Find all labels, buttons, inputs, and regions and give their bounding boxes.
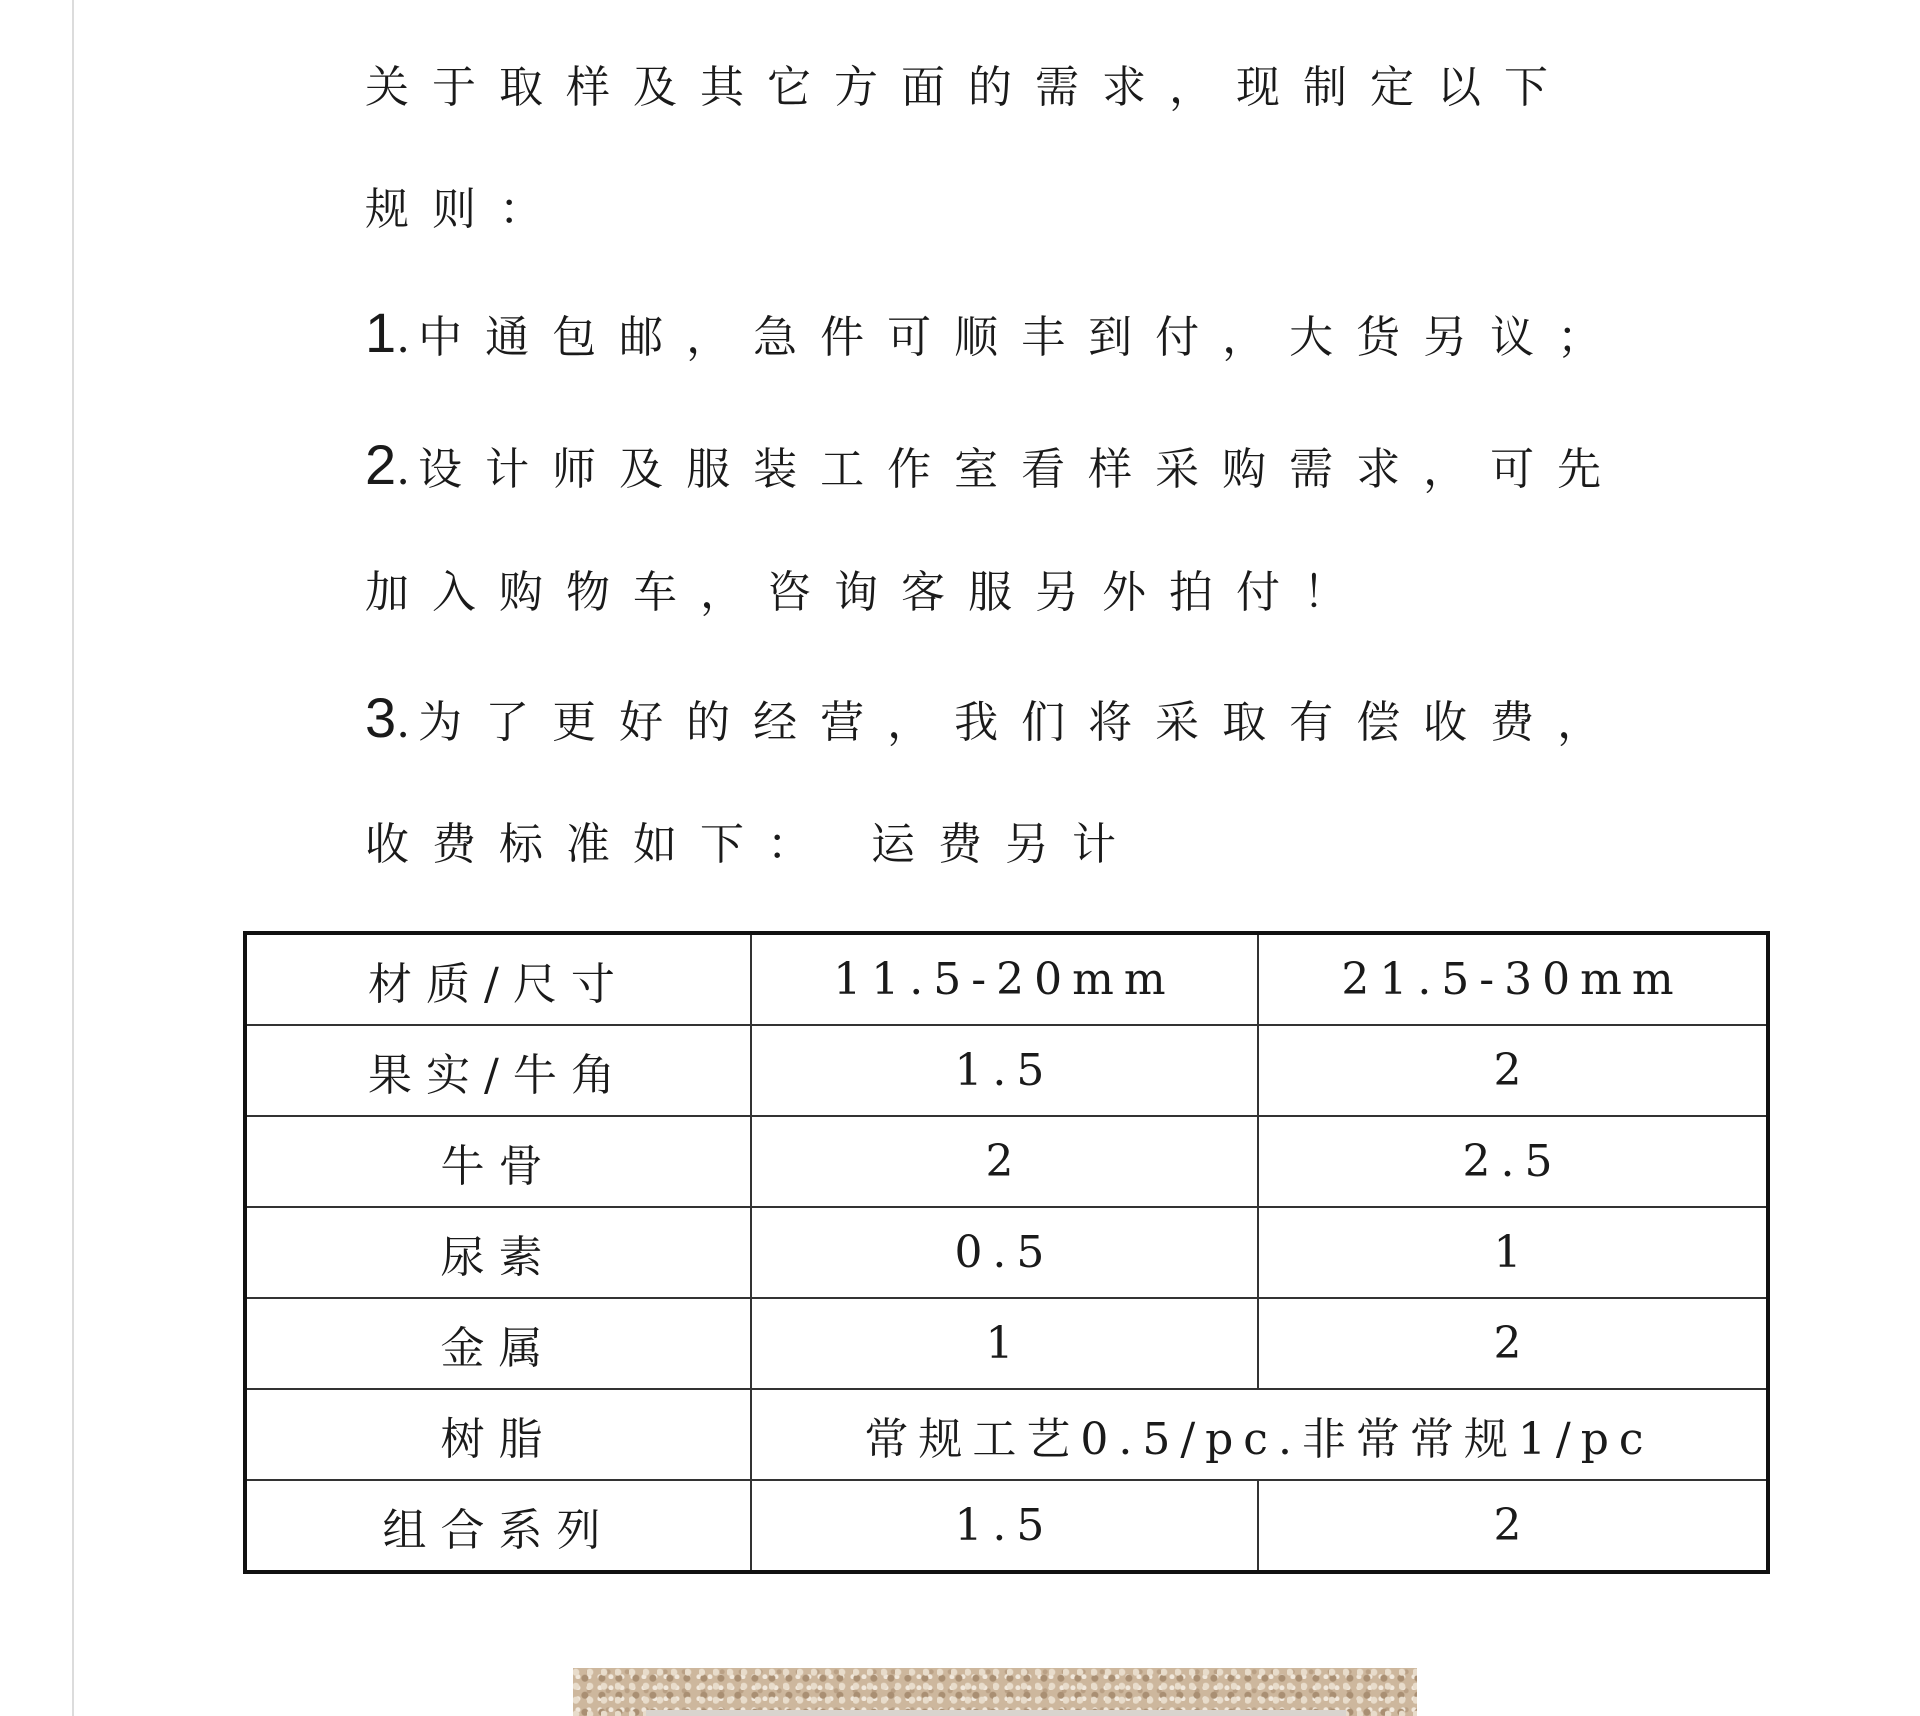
product-photo bbox=[573, 1668, 1417, 1716]
photo-inner-edge bbox=[646, 1710, 1346, 1716]
page-left-rule bbox=[72, 0, 74, 1716]
header-size-small: 11.5-20mm bbox=[751, 933, 1258, 1025]
table-row bbox=[245, 1480, 1768, 1572]
rule-dot: . bbox=[396, 697, 419, 748]
rule-text-3: 为了更好的经营，我们将采取有偿收费， bbox=[418, 697, 1625, 748]
header-material-size: 材质/尺寸 bbox=[245, 933, 751, 1025]
row-value-large: 2 bbox=[1258, 1480, 1768, 1572]
intro-line-1: 关于取样及其它方面的需求，现制定以下 bbox=[365, 62, 1571, 113]
row-value-small: 1 bbox=[751, 1298, 1258, 1389]
rule-item-2 bbox=[365, 435, 1624, 500]
rule-number-2: 2 bbox=[365, 433, 397, 496]
row-label: 组合系列 bbox=[245, 1480, 751, 1572]
row-value-small: 1.5 bbox=[751, 1480, 1258, 1572]
row-value-large: 2.5 bbox=[1258, 1116, 1768, 1207]
rule-dot: . bbox=[396, 312, 419, 363]
row-value-small: 0.5 bbox=[751, 1207, 1258, 1298]
row-label: 果实/牛角 bbox=[245, 1025, 751, 1116]
rule-item-2-cont: 加入购物车，咨询客服另外拍付！ bbox=[365, 567, 1370, 618]
table-row bbox=[245, 1025, 1768, 1116]
rule-text-2: 设计师及服装工作室看样采购需求，可先 bbox=[418, 444, 1625, 495]
intro-line-2: 规则： bbox=[365, 184, 566, 235]
rule-item-1 bbox=[365, 303, 1624, 368]
rule-item-3 bbox=[365, 688, 1624, 753]
table-row-resin bbox=[245, 1389, 1768, 1480]
row-label: 树脂 bbox=[245, 1389, 751, 1480]
rule-dot: . bbox=[396, 444, 419, 495]
rule-text-1: 中通包邮，急件可顺丰到付，大货另议； bbox=[418, 312, 1625, 363]
row-label: 金属 bbox=[245, 1298, 751, 1389]
header-size-large: 21.5-30mm bbox=[1258, 933, 1768, 1025]
table-row bbox=[245, 1298, 1768, 1389]
fee-table bbox=[243, 931, 1770, 1574]
row-label: 尿素 bbox=[245, 1207, 751, 1298]
row-value-small: 2 bbox=[751, 1116, 1258, 1207]
row-value-large: 2 bbox=[1258, 1025, 1768, 1116]
resin-pricing: 常规工艺0.5/pc.非常常规1/pc bbox=[751, 1389, 1768, 1480]
table-row bbox=[245, 1116, 1768, 1207]
fee-standard-line: 收费标准如下： 运费另计 bbox=[365, 819, 1139, 870]
table-header-row bbox=[245, 933, 1768, 1025]
table-row bbox=[245, 1207, 1768, 1298]
row-label: 牛骨 bbox=[245, 1116, 751, 1207]
row-value-small: 1.5 bbox=[751, 1025, 1258, 1116]
row-value-large: 2 bbox=[1258, 1298, 1768, 1389]
rule-number-3: 3 bbox=[365, 686, 397, 749]
rule-number-1: 1 bbox=[365, 301, 397, 364]
row-value-large: 1 bbox=[1258, 1207, 1768, 1298]
